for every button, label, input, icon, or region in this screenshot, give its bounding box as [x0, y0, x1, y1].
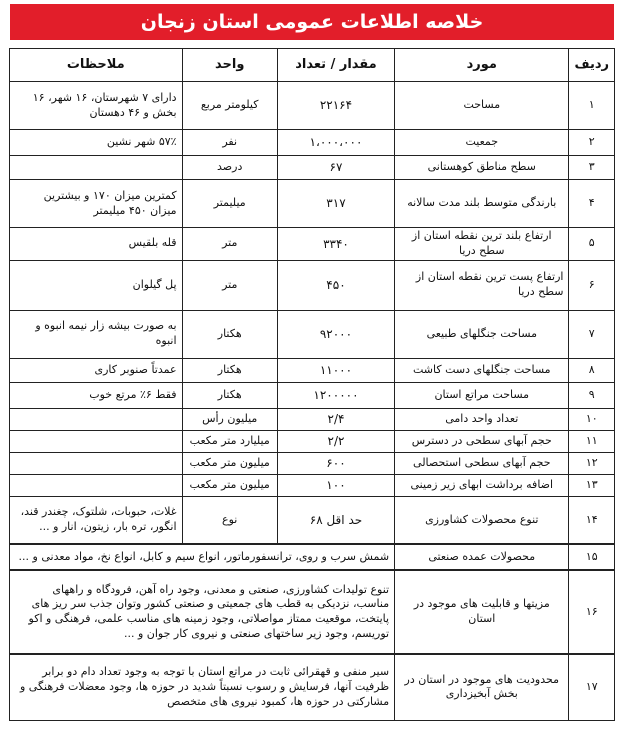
row-item: مساحت مراتع استان [395, 382, 569, 408]
table-row [10, 180, 615, 228]
row-note: کمترین میزان ۱۷۰ و بیشترین میزان ۴۵۰ میلیمتر [10, 180, 183, 228]
row-item: حجم آبهای سطحی در دسترس [395, 430, 569, 452]
row-note: ۵۷٪ شهر نشین [10, 130, 183, 156]
row-number: ۱۵ [569, 544, 615, 570]
row-value: ۲/۲ [277, 430, 394, 452]
row-value: ۳۱۷ [277, 180, 394, 228]
row-number: ۱۳ [569, 474, 615, 496]
row-value: ۲۲۱۶۴ [277, 82, 394, 130]
row-unit: کیلومتر مربع [182, 82, 277, 130]
row-description: تنوع تولیدات کشاورزی، صنعتی و معدنی، وجود راه آهن، فرودگاه و راههای مناسب، نزدیکی به قطب های جمعیتی و صنعتی کشور وتوان جذب سر ریز های پایتخت، موقعیت ممتاز مواصلاتی، وجود زمینه های مناسب علمی، فرهنگی و اکو توریسم، وجود زیر ساختهای صنعتی و نیروی کار جوان و ... [10, 570, 395, 654]
table-row [10, 82, 615, 130]
row-number: ۱ [569, 82, 615, 130]
row-number: ۴ [569, 180, 615, 228]
row-note: قله بلقیس [10, 228, 183, 261]
row-item: مساحت جنگلهای دست کاشت [395, 358, 569, 382]
table-row [10, 156, 615, 180]
row-note: عمدتاً صنوبر کاری [10, 358, 183, 382]
row-number: ۷ [569, 310, 615, 358]
header-radif: ردیف [569, 49, 615, 82]
row-item: ارتفاع پست ترین نقطه استان از سطح دریا [395, 260, 569, 310]
table-row [10, 382, 615, 408]
table-row [10, 570, 615, 654]
row-item: تنوع محصولات کشاورزی [395, 496, 569, 544]
row-note [10, 452, 183, 474]
row-value: ۶۷ [277, 156, 394, 180]
table-row [10, 130, 615, 156]
row-note: غلات، حبوبات، شلتوک، چغندر قند، انگور، تره بار، زیتون، انار و ... [10, 496, 183, 544]
row-note [10, 408, 183, 430]
row-value: ۳۳۴۰ [277, 228, 394, 261]
table-row [10, 408, 615, 430]
row-value: ۱۲۰۰۰۰۰ [277, 382, 394, 408]
row-item: سطح مناطق کوهستانی [395, 156, 569, 180]
row-value: ۱۱۰۰۰ [277, 358, 394, 382]
row-note [10, 430, 183, 452]
row-number: ۱۰ [569, 408, 615, 430]
row-unit: میلیمتر [182, 180, 277, 228]
row-number: ۸ [569, 358, 615, 382]
row-unit: هکتار [182, 310, 277, 358]
table-row [10, 452, 615, 474]
table-row [10, 654, 615, 720]
row-number: ۶ [569, 260, 615, 310]
info-table [9, 48, 615, 721]
row-unit: متر [182, 228, 277, 261]
row-value: ۱،۰۰۰،۰۰۰ [277, 130, 394, 156]
row-number: ۱۷ [569, 654, 615, 720]
row-value: ۶۰۰ [277, 452, 394, 474]
row-unit: هکتار [182, 382, 277, 408]
row-note [10, 156, 183, 180]
row-item: ارتفاع بلند ترین نقطه استان از سطح دریا [395, 228, 569, 261]
row-description: شمش سرب و روی، ترانسفورماتور، انواع سیم و کابل، انواع نخ، مواد معدنی و ... [10, 544, 395, 570]
row-item: مساحت جنگلهای طبیعی [395, 310, 569, 358]
row-note: دارای ۷ شهرستان، ۱۶ شهر، ۱۶ بخش و ۴۶ دهستان [10, 82, 183, 130]
header-vahed: واحد [182, 49, 277, 82]
row-item: مزیتها و قابلیت های موجود در استان [395, 570, 569, 654]
table-row [10, 544, 615, 570]
row-description: سیر منفی و قهقرائی ثابت در مراتع استان با توجه به وجود تعداد دام دو برابر ظرفیت آنها، فرسایش و رسوب نسبتاً شدید در حوزه ها، وجود معضلات فرهنگی و مشارکتی در حوزه ها، کمبود نیروی های متخصص [10, 654, 395, 720]
row-value: ۲/۴ [277, 408, 394, 430]
header-meghdar: مقدار / تعداد [277, 49, 394, 82]
row-value: ۴۵۰ [277, 260, 394, 310]
row-note: پل گیلوان [10, 260, 183, 310]
header-molahezat: ملاحظات [10, 49, 183, 82]
row-value: ۱۰۰ [277, 474, 394, 496]
row-number: ۱۴ [569, 496, 615, 544]
row-item: تعداد واحد دامی [395, 408, 569, 430]
row-item: مساحت [395, 82, 569, 130]
row-item: بارندگی متوسط بلند مدت سالانه [395, 180, 569, 228]
row-value: ۹۲۰۰۰ [277, 310, 394, 358]
row-number: ۱۲ [569, 452, 615, 474]
row-number: ۱۶ [569, 570, 615, 654]
table-row [10, 474, 615, 496]
row-item: حجم آبهای سطحی استحصالی [395, 452, 569, 474]
table-row [10, 358, 615, 382]
row-unit: میلیارد متر مکعب [182, 430, 277, 452]
table-row [10, 496, 615, 544]
row-note: فقط ۶٪ مرتع خوب [10, 382, 183, 408]
row-unit: میلیون رأس [182, 408, 277, 430]
header-row [10, 49, 615, 82]
table-row [10, 260, 615, 310]
row-item: محدودیت های موجود در استان در بخش آبخیزداری [395, 654, 569, 720]
row-item: اضافه برداشت ابهای زیر زمینی [395, 474, 569, 496]
table-row [10, 228, 615, 261]
row-number: ۳ [569, 156, 615, 180]
row-number: ۵ [569, 228, 615, 261]
row-unit: میلیون متر مکعب [182, 452, 277, 474]
header-mored: مورد [395, 49, 569, 82]
row-note [10, 474, 183, 496]
row-number: ۲ [569, 130, 615, 156]
row-unit: نفر [182, 130, 277, 156]
row-unit: میلیون متر مکعب [182, 474, 277, 496]
row-unit: متر [182, 260, 277, 310]
row-item: محصولات عمده صنعتی [395, 544, 569, 570]
row-note: به صورت بیشه زار نیمه انبوه و انبوه [10, 310, 183, 358]
row-item: جمعیت [395, 130, 569, 156]
page-title: خلاصه اطلاعات عمومی استان زنجان [10, 4, 614, 40]
row-unit: هکتار [182, 358, 277, 382]
row-unit: نوع [182, 496, 277, 544]
row-value: حد اقل ۶۸ [277, 496, 394, 544]
row-number: ۹ [569, 382, 615, 408]
table-row [10, 310, 615, 358]
table-row [10, 430, 615, 452]
row-number: ۱۱ [569, 430, 615, 452]
row-unit: درصد [182, 156, 277, 180]
